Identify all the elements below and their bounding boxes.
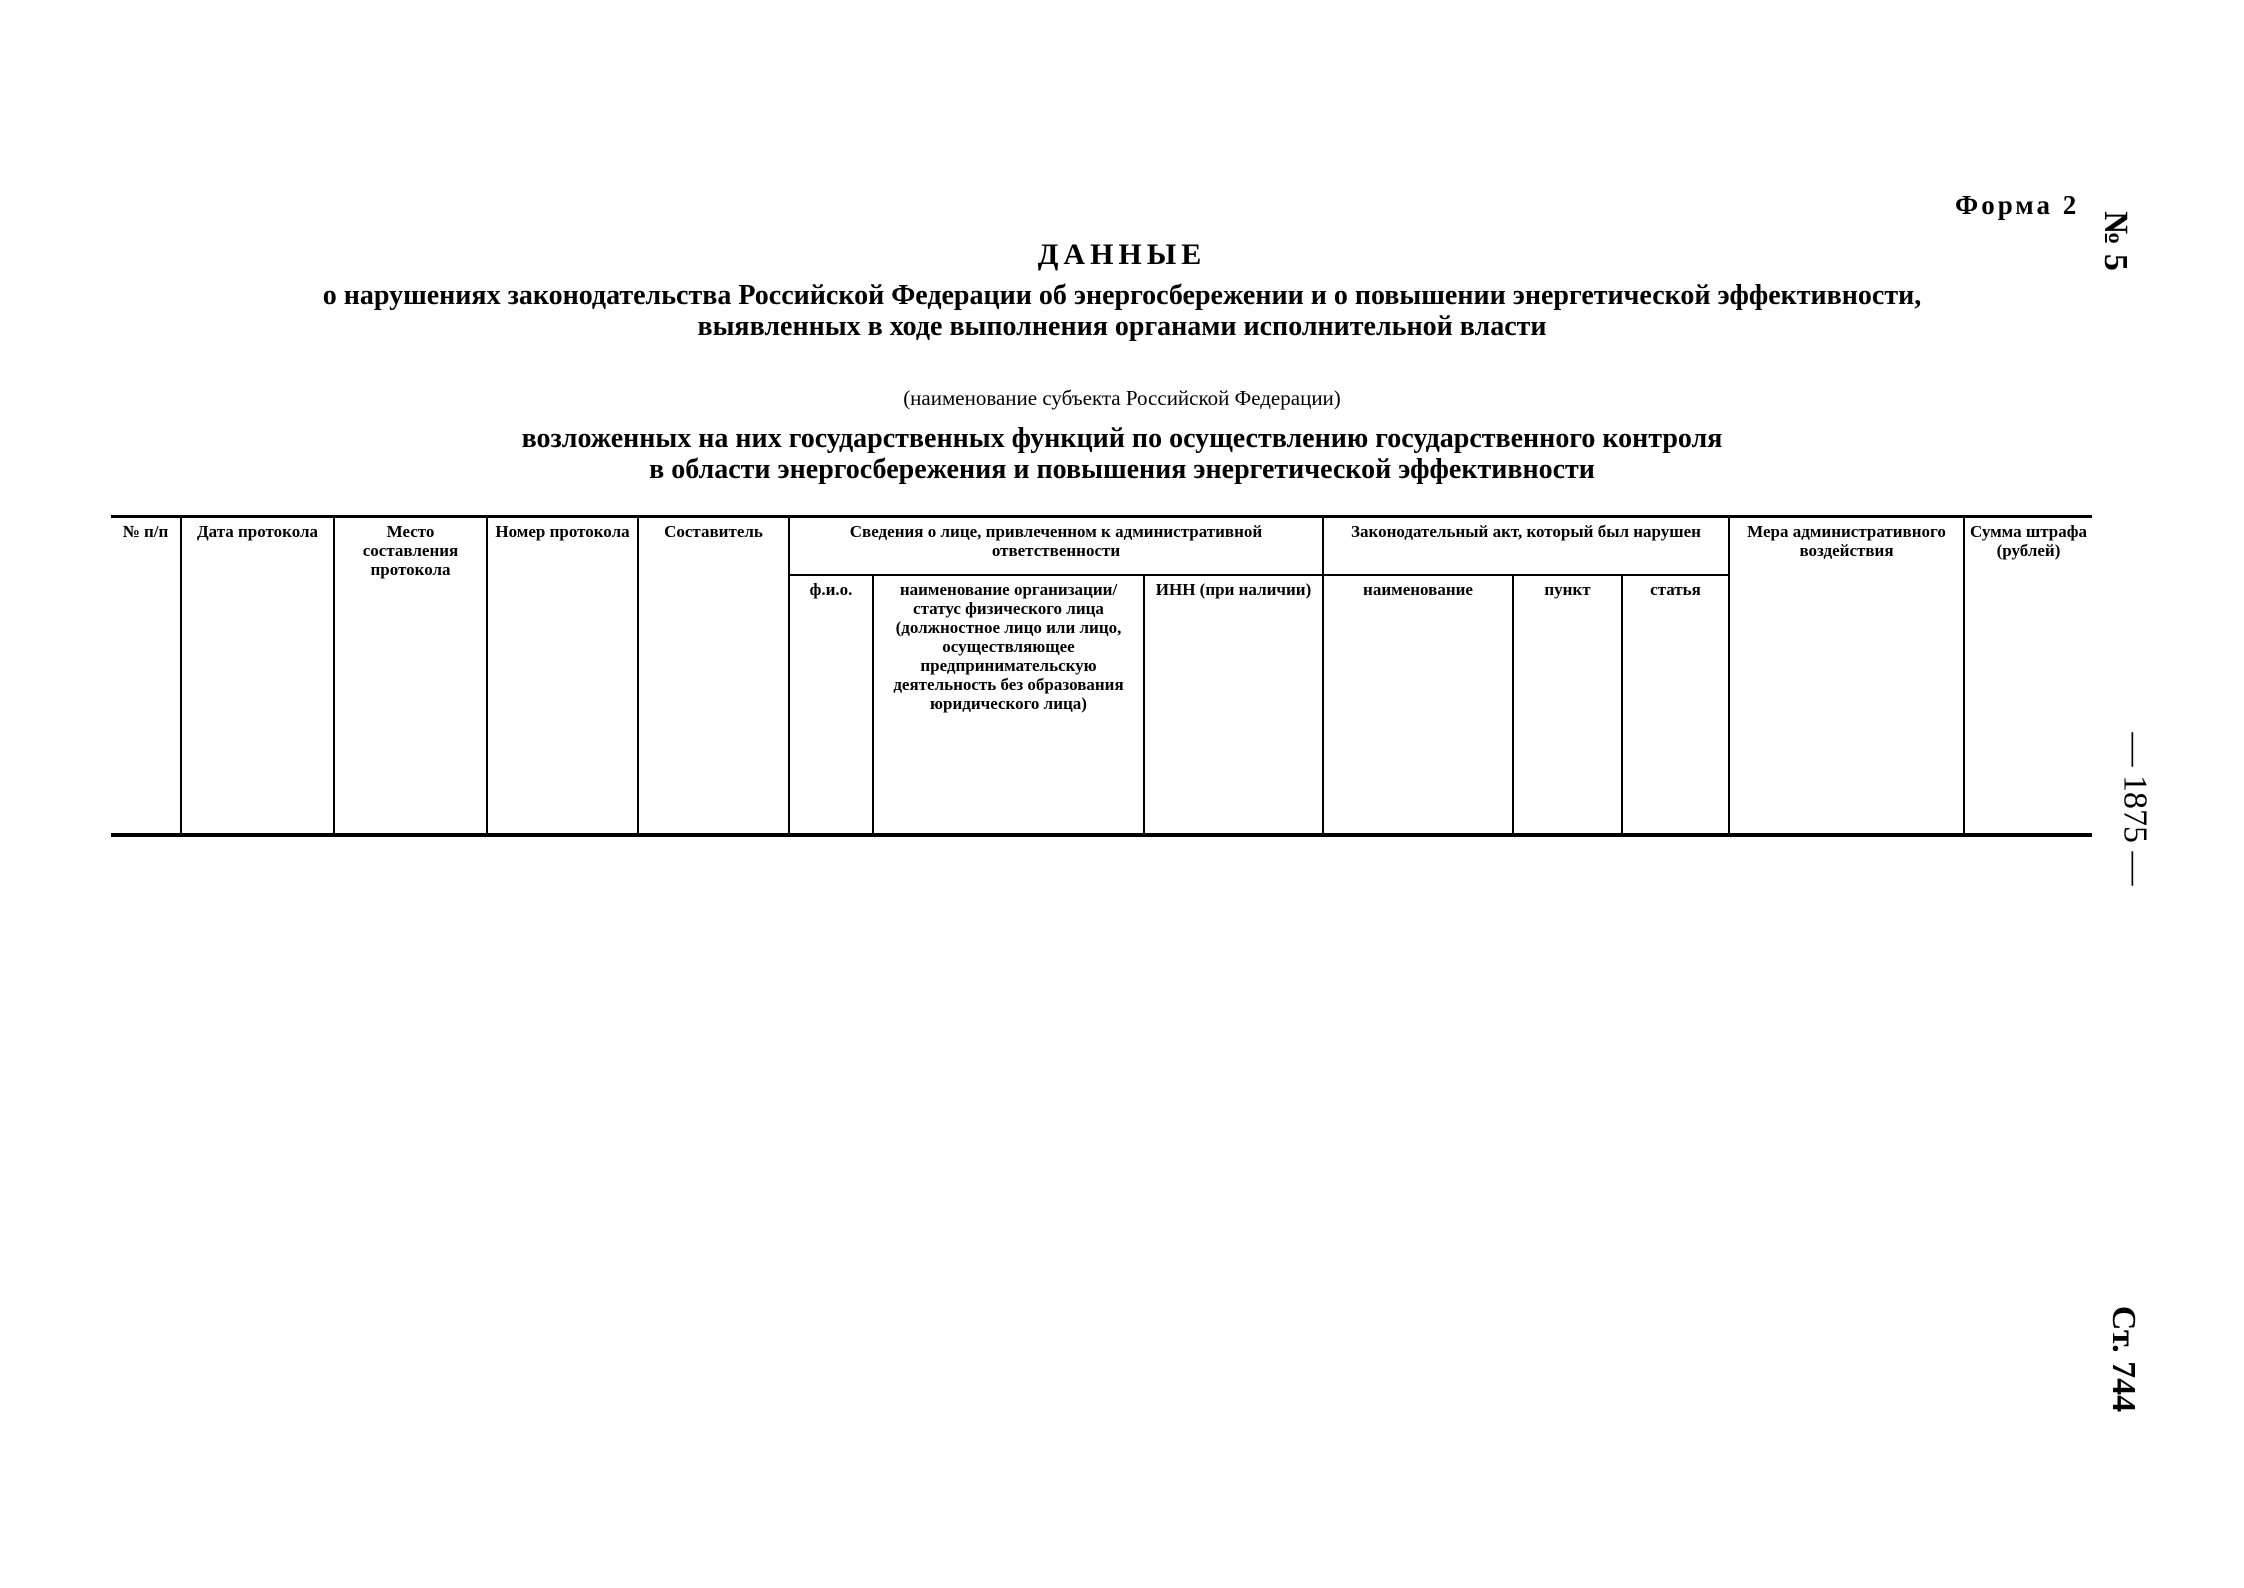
header-date: Дата протокола xyxy=(181,517,334,836)
header-protocol-number: Номер протокола xyxy=(487,517,638,836)
header-fio: ф.и.о. xyxy=(789,575,873,835)
form-number-label: Форма 2 xyxy=(1955,190,2080,220)
header-measure: Мера административного воздействия xyxy=(1729,517,1964,836)
header-author: Составитель xyxy=(638,517,789,836)
header-fine: Сумма штрафа (рублей) xyxy=(1964,517,2092,836)
subtitle2-line-1: возложенных на них государственных функций по осуществлению государственного контроля xyxy=(521,423,1723,454)
header-law-group: Законодательный акт, который был нарушен xyxy=(1323,517,1729,576)
region-caption: (наименование субъекта Российской Федерации) xyxy=(903,386,1341,410)
header-place: Место составления протокола xyxy=(334,517,487,836)
document-title: ДАННЫЕ xyxy=(1037,238,1207,271)
header-org-status: наименование организации/статус физического лица (должностное лицо или лицо, осуществляющее предпринимательскую деятельность без образования юридического лица) xyxy=(873,575,1144,835)
header-num: № п/п xyxy=(111,517,181,836)
header-person-group: Сведения о лице, привлеченном к административной ответственности xyxy=(789,517,1323,576)
subtitle-line-1: о нарушениях законодательства Российской Федерации об энергосбережении и о повышении энергетической эффективности, xyxy=(322,280,1922,311)
page-number: — 1875 — xyxy=(2116,732,2154,886)
subtitle2-line-2: в области энергосбережения и повышения энергетической эффективности xyxy=(649,454,1595,485)
violations-table xyxy=(111,515,2092,837)
header-law-point: пункт xyxy=(1513,575,1622,835)
document-subtitle-continued xyxy=(0,423,2244,485)
article-number: Ст. 744 xyxy=(2105,1305,2143,1413)
issue-number: № 5 xyxy=(2096,211,2134,271)
header-law-article: статья xyxy=(1622,575,1729,835)
header-inn: ИНН (при наличии) xyxy=(1144,575,1323,835)
document-subtitle xyxy=(0,280,2244,342)
header-law-name: наименование xyxy=(1323,575,1513,835)
subtitle-line-2: выявленных в ходе выполнения органами исполнительной власти xyxy=(697,311,1547,342)
